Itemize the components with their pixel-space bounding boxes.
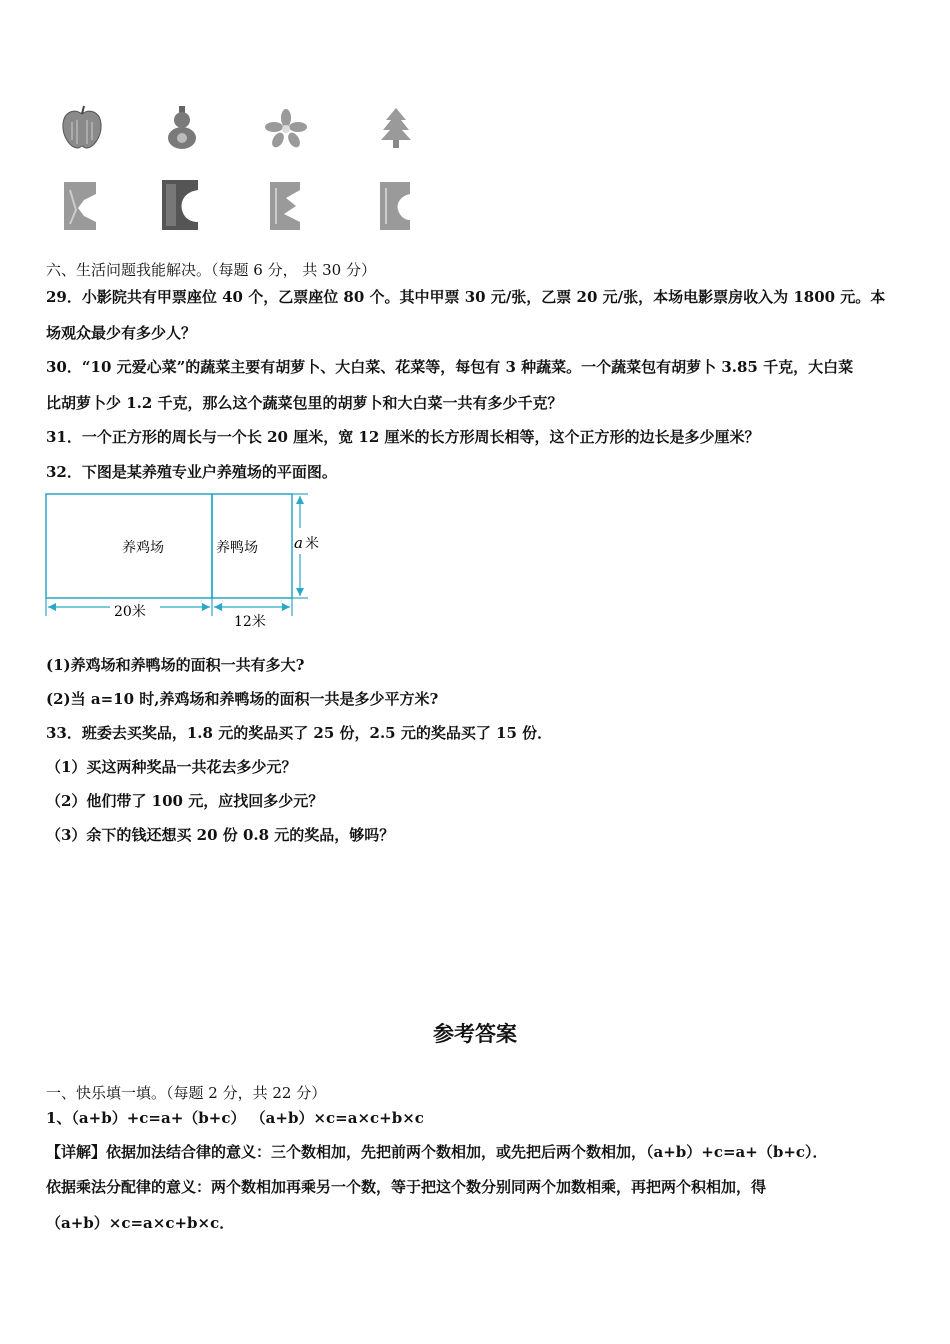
question-32-sub-1: (1)养鸡场和养鸭场的面积一共有多大?: [46, 656, 305, 674]
question-32: 32．下图是某养殖专业户养殖场的平面图。: [46, 463, 337, 481]
flower-cutout-icon: [264, 108, 308, 150]
section-heading: 六、生活问题我能解决。（每题 6 分， 共 30 分）: [46, 261, 376, 279]
cutout-shape-3-icon: [268, 180, 302, 232]
question-33-sub-1: （1）买这两种奖品一共花去多少元？: [46, 758, 297, 776]
duck-farm-label: 养鸭场: [216, 540, 258, 556]
chicken-farm-label: 养鸡场: [122, 540, 164, 556]
answers-title: 参考答案: [433, 1022, 517, 1046]
height-variable-label: a: [294, 534, 303, 552]
question-29-line-2: 场观众最少有多少人？: [46, 324, 197, 342]
height-unit-label: 米: [305, 536, 319, 552]
cutout-shape-4-icon: [378, 180, 412, 232]
question-33-sub-3: （3）余下的钱还想买 20 份 0.8 元的奖品，够吗？: [46, 826, 395, 844]
answer-1-detail-2: 依据乘法分配律的意义：两个数相加再乘另一个数，等于把这个数分别同两个加数相乘，再把两个积相加，得: [46, 1178, 767, 1196]
tree-cutout-icon: [378, 106, 414, 150]
question-30-line-2: 比胡萝卜少 1.2 千克，那么这个蔬菜包里的胡萝卜和大白菜一共有多少千克？: [46, 394, 563, 412]
farm-plan-diagram: [40, 488, 340, 633]
apple-cutout-icon: [60, 104, 104, 152]
question-29-line-1: 29．小影院共有甲票座位 40 个，乙票座位 80 个。其中甲票 30 元/张，乙票 20 元/张，本场电影票房收入为 1800 元。本: [46, 288, 886, 306]
question-33-sub-2: （2）他们带了 100 元，应找回多少元？: [46, 792, 324, 810]
question-33: 33．班委去买奖品，1.8 元的奖品买了 25 份，2.5 元的奖品买了 15 份．: [46, 724, 553, 742]
question-32-sub-2: (2)当 a=10 时,养鸡场和养鸭场的面积一共是多少平方米?: [46, 690, 439, 708]
question-31: 31．一个正方形的周长与一个长 20 厘米，宽 12 厘米的长方形周长相等，这个正方形的边长是多少厘米？: [46, 428, 760, 446]
answer-1-detail-3: （a+b）×c=a×c+b×c．: [46, 1214, 235, 1232]
question-30-line-1: 30．“10 元爱心菜”的蔬菜主要有胡萝卜、大白菜、花菜等，每包有 3 种蔬菜。一个蔬菜包有胡萝卜 3.85 千克，大白菜: [46, 358, 854, 376]
answer-1-detail-1: 【详解】依据加法结合律的意义：三个数相加，先把前两个数相加，或先把后两个数相加，（a+b）+c=a+（b+c）．: [46, 1143, 828, 1161]
answers-section-heading: 一、快乐填一填。（每题 2 分，共 22 分）: [46, 1084, 327, 1102]
answer-1: 1、（a+b）+c=a+（b+c） （a+b）×c=a×c+b×c: [46, 1109, 424, 1127]
width-20m-label: 20米: [114, 604, 146, 620]
width-12m-label: 12米: [234, 614, 266, 630]
gourd-cutout-icon: [163, 104, 201, 152]
cutout-shape-1-icon: [62, 180, 98, 232]
cutout-shape-2-icon: [160, 178, 200, 232]
